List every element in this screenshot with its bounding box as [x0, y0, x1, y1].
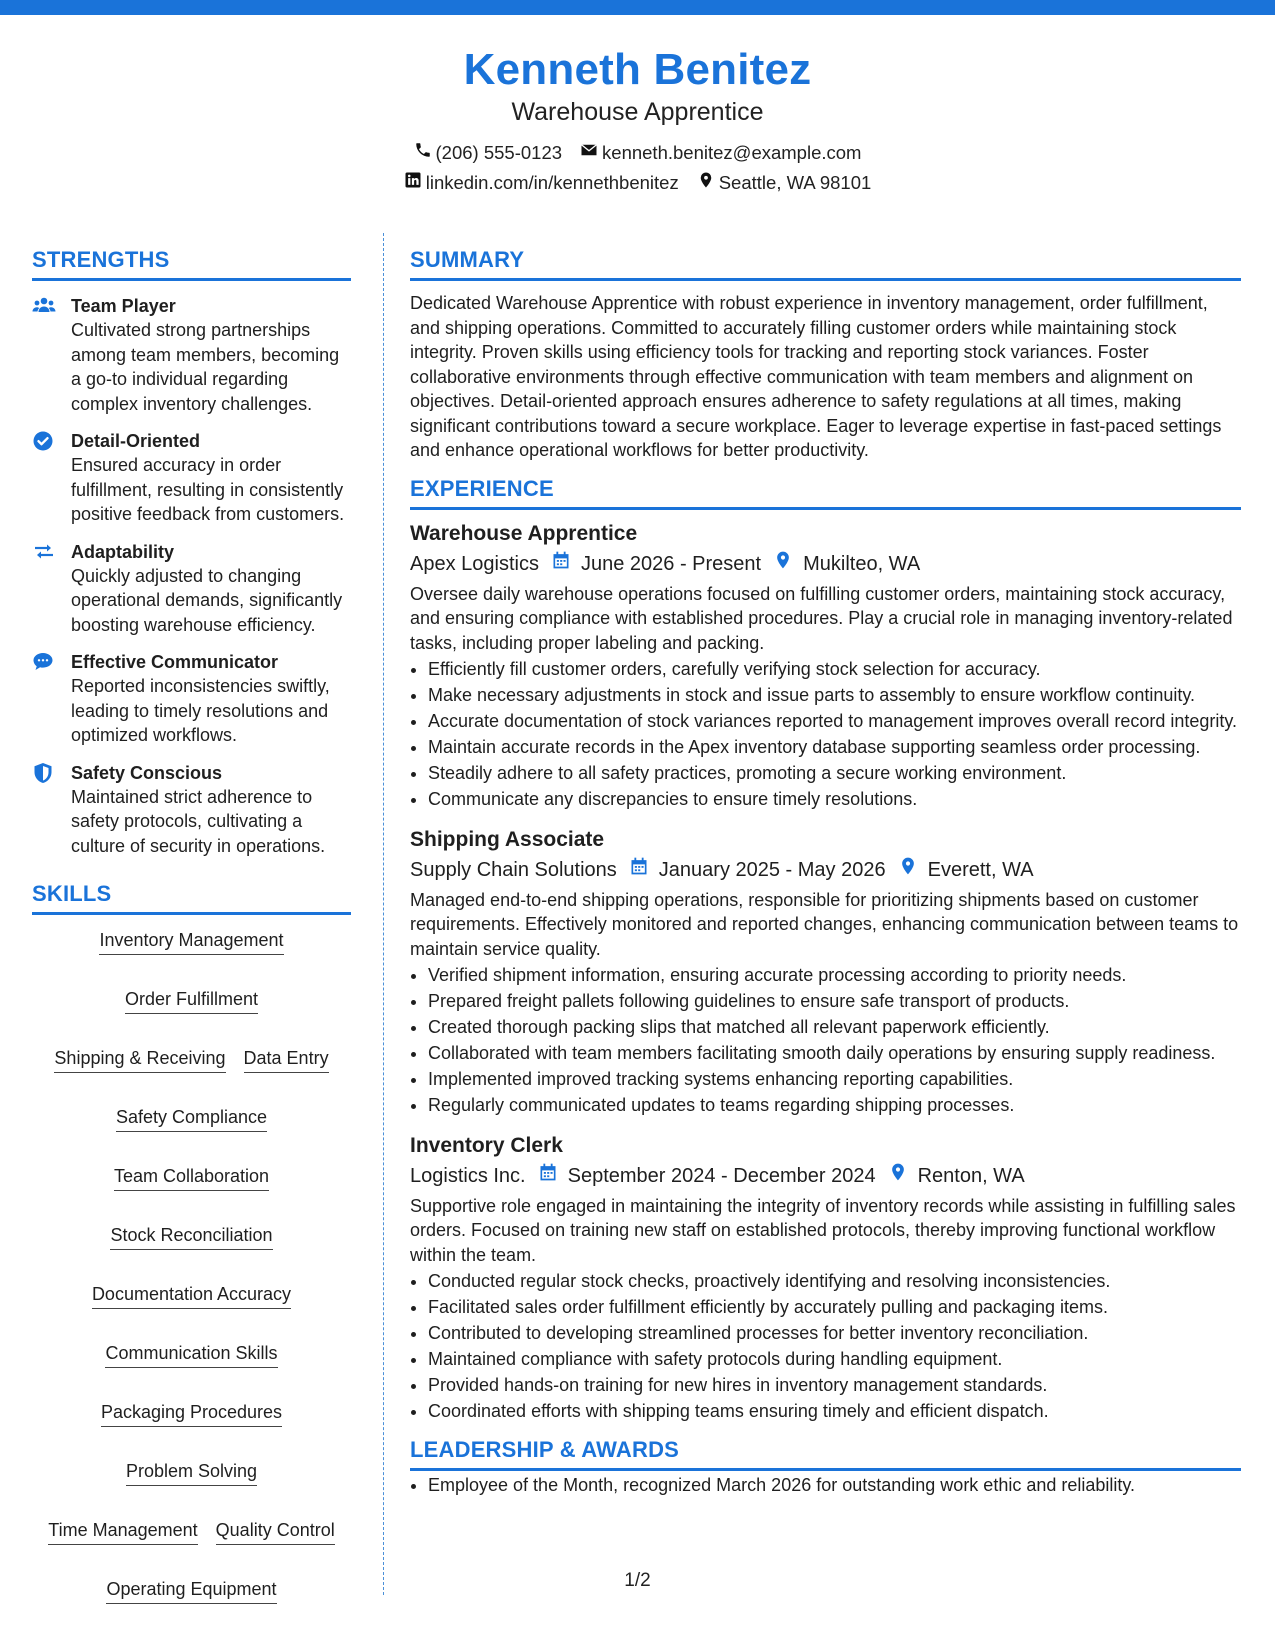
bullet-item: • Contributed to developing streamlined processes for better inventory reconciliation.: [428, 1321, 1241, 1346]
skill-tag: Packaging Procedures: [101, 1400, 282, 1427]
job-entry: [410, 520, 1241, 812]
skill-tag: Documentation Accuracy: [92, 1282, 291, 1309]
strength-title: Adaptability: [71, 541, 175, 562]
job-bullets: [410, 657, 1241, 812]
job-entry: [410, 826, 1241, 1118]
job-meta: [410, 855, 1241, 885]
skill-tag: Team Collaboration: [114, 1164, 269, 1191]
map-pin-icon: [898, 855, 928, 885]
envelope-icon: [580, 138, 598, 168]
top-accent-bar: [0, 0, 1275, 15]
check-circle-icon: [32, 430, 56, 452]
skill-tag: Inventory Management: [99, 928, 283, 955]
strength-item: [32, 294, 351, 416]
linkedin-text[interactable]: linkedin.com/in/kennethbenitez: [425, 172, 679, 193]
skill-tag: Problem Solving: [126, 1459, 257, 1486]
strength-desc: Maintained strict adherence to safety protocols, cultivating a culture of security in operations.: [71, 786, 326, 856]
skill-tag: Quality Control: [216, 1518, 335, 1545]
email-text[interactable]: kenneth.benitez@example.com: [602, 142, 862, 163]
job-location: Everett, WA: [927, 858, 1034, 881]
bullet-item: • Steadily adhere to all safety practices, promoting a secure working environment.: [428, 761, 1241, 786]
resume-header: [0, 42, 1275, 198]
awards-list: [410, 1473, 1241, 1498]
job-meta: [410, 549, 1241, 579]
phone-item: [414, 138, 563, 168]
strengths-heading: STRENGTHS: [32, 246, 351, 281]
location-text: Seattle, WA 98101: [718, 172, 872, 193]
job-dates: June 2026 - Present: [580, 552, 762, 575]
skill-tag: Communication Skills: [105, 1341, 277, 1368]
linkedin-item: [404, 168, 679, 198]
bullet-item: • Created thorough packing slips that matched all relevant paperwork efficiently.: [428, 1015, 1241, 1040]
strength-title: Team Player: [71, 296, 176, 316]
map-pin-icon: [888, 1161, 918, 1191]
users-icon: [32, 295, 56, 317]
strength-desc: Reported inconsistencies swiftly, leading to timely resolutions and optimized workflows.: [71, 676, 330, 745]
contact-line-2: [0, 168, 1275, 198]
shield-icon: [32, 762, 56, 784]
left-column: [32, 246, 351, 1604]
job-title: Shipping Associate: [410, 827, 605, 851]
candidate-role: Warehouse Apprentice: [511, 98, 764, 126]
bullet-item: • Prepared freight pallets following guidelines to ensure safe transport of products.: [428, 989, 1241, 1014]
bullet-item: • Maintained compliance with safety protocols during handling equipment.: [428, 1347, 1241, 1372]
job-description: Supportive role engaged in maintaining the integrity of inventory records while assisting in fulfilling sales orders. Focused on training new staff on established protocols, thereby improving functional workflow within the team.: [410, 1195, 1236, 1265]
summary-text: Dedicated Warehouse Apprentice with robust experience in inventory management, order fulfillment, and shipping operations. Committed to accurately filling customer orders while maintaining stock integrity. Proven skills using efficiency tools for tracking and reporting stock variances. Foster collaborative environments through effective communication with team members and alignment on objectives. Detail-oriented approach ensures adherence to safety regulations at all times, making significant contributions toward a secure workplace. Eager to leverage expertise in fast-paced settings and enhance operational workflows for better productivity.: [410, 293, 1222, 460]
job-meta: [410, 1161, 1241, 1191]
right-column: [410, 246, 1241, 1499]
contact-line-1: [0, 138, 1275, 168]
strength-desc: Ensured accuracy in order fulfillment, resulting in consistently positive feedback from customers.: [71, 455, 345, 524]
linkedin-icon: [404, 168, 422, 198]
summary-heading: SUMMARY: [410, 246, 1241, 281]
chat-bubble-icon: [32, 651, 56, 673]
bullet-item: • Accurate documentation of stock variances reported to management improves overall record integrity.: [428, 709, 1241, 734]
map-pin-icon: [773, 549, 803, 579]
skills-section: [32, 880, 351, 1604]
job-dates: September 2024 - December 2024: [567, 1164, 876, 1187]
job-entry: [410, 1132, 1241, 1424]
bullet-item: • Efficiently fill customer orders, carefully verifying stock selection for accuracy.: [428, 657, 1241, 682]
job-dates: January 2025 - May 2026: [658, 858, 886, 881]
company-name: Logistics Inc.: [410, 1164, 526, 1187]
skills-heading: SKILLS: [32, 880, 351, 915]
calendar-icon: [629, 855, 659, 885]
email-item: [580, 138, 861, 168]
strength-item: [32, 540, 351, 638]
bullet-item: • Provided hands-on training for new hires in inventory management standards.: [428, 1373, 1241, 1398]
job-location: Mukilteo, WA: [803, 552, 921, 575]
company-name: Supply Chain Solutions: [410, 858, 617, 881]
job-description: Oversee daily warehouse operations focused on fulfilling customer orders, maintaining stock accuracy, and ensuring compliance with established procedures. Play a crucial role in managing inventory-related tasks, including proper labeling and packing.: [410, 583, 1233, 653]
bullet-item: • Communicate any discrepancies to ensure timely resolutions.: [428, 787, 1241, 812]
map-pin-icon: [697, 168, 715, 198]
job-bullets: [410, 1269, 1241, 1424]
bullet-item: • Implemented improved tracking systems enhancing reporting capabilities.: [428, 1067, 1241, 1092]
job-description: Managed end-to-end shipping operations, responsible for prioritizing shipments based on customer requirements. Effectively monitored and reported changes, enhancing communication between teams to maintain service quality.: [410, 889, 1239, 959]
strength-item: [32, 761, 351, 859]
page-number: 1/2: [624, 1570, 651, 1591]
bullet-item: • Make necessary adjustments in stock and issue parts to assembly to ensure workflow continuity.: [428, 683, 1241, 708]
skills-list: [32, 928, 351, 1604]
bullet-item: • Coordinated efforts with shipping teams ensuring timely and efficient dispatch.: [428, 1399, 1241, 1424]
phone-text[interactable]: (206) 555-0123: [435, 142, 563, 163]
strength-item: [32, 429, 351, 527]
skill-tag: Stock Reconciliation: [110, 1223, 272, 1250]
award-item: • Employee of the Month, recognized March 2026 for outstanding work ethic and reliability.: [428, 1473, 1241, 1498]
experience-heading: EXPERIENCE: [410, 475, 1241, 510]
arrows-exchange-icon: [32, 541, 56, 563]
skill-tag: Safety Compliance: [116, 1105, 267, 1132]
phone-icon: [414, 138, 432, 168]
strength-desc: Quickly adjusted to changing operational demands, significantly boosting warehouse efficiency.: [71, 565, 343, 635]
job-location: Renton, WA: [917, 1164, 1025, 1187]
company-name: Apex Logistics: [410, 552, 539, 575]
strength-desc: Cultivated strong partnerships among team members, becoming a go-to individual regarding complex inventory challenges.: [71, 320, 340, 414]
job-title: Inventory Clerk: [410, 1133, 563, 1157]
skill-tag: Time Management: [48, 1518, 197, 1545]
calendar-icon: [551, 549, 581, 579]
calendar-icon: [538, 1161, 568, 1191]
job-title: Warehouse Apprentice: [410, 521, 638, 545]
skill-tag: Operating Equipment: [106, 1577, 276, 1604]
skill-tag: Order Fulfillment: [125, 987, 258, 1014]
candidate-name: Kenneth Benitez: [463, 45, 812, 94]
bullet-item: • Regularly communicated updates to teams regarding shipping processes.: [428, 1093, 1241, 1118]
bullet-item: • Verified shipment information, ensuring accurate processing according to priority needs.: [428, 963, 1241, 988]
strength-title: Safety Conscious: [71, 762, 223, 783]
strength-title: Detail-Oriented: [71, 431, 201, 451]
bullet-item: • Conducted regular stock checks, proactively identifying and resolving inconsistencies.: [428, 1269, 1241, 1294]
column-divider: [383, 233, 384, 1595]
leadership-heading: LEADERSHIP & AWARDS: [410, 1436, 1241, 1471]
strength-title: Effective Communicator: [71, 652, 279, 672]
bullet-item: • Facilitated sales order fulfillment efficiently by accurately pulling and packaging items.: [428, 1295, 1241, 1320]
bullet-item: • Maintain accurate records in the Apex inventory database supporting seamless order processing.: [428, 735, 1241, 760]
location-item: [697, 168, 872, 198]
bullet-item: • Collaborated with team members facilitating smooth daily operations by ensuring supply readiness.: [428, 1041, 1241, 1066]
strength-item: [32, 650, 351, 748]
skill-tag: Shipping & Receiving: [54, 1046, 225, 1073]
skill-tag: Data Entry: [244, 1046, 329, 1073]
job-bullets: [410, 963, 1241, 1118]
